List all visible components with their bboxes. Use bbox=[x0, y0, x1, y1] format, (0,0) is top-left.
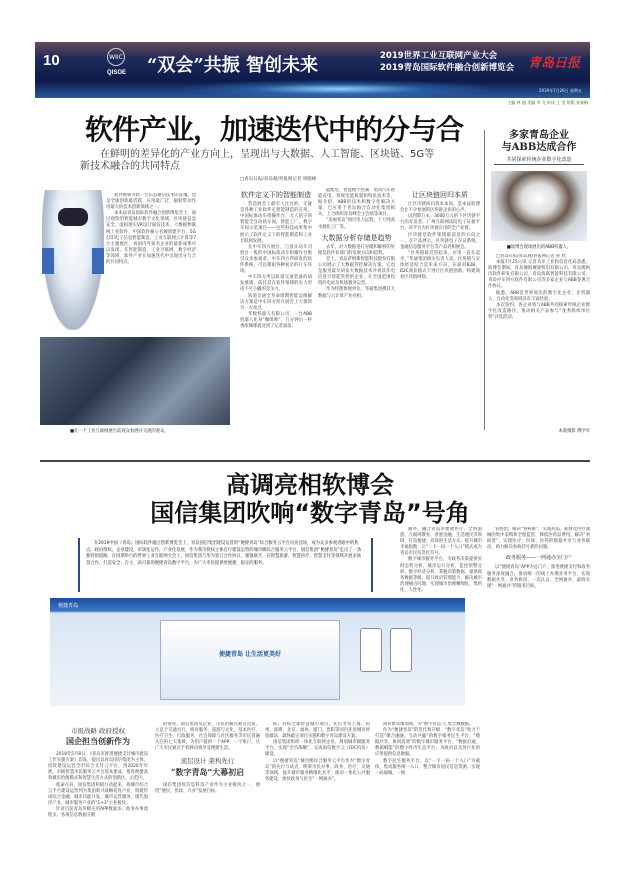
banner-events bbox=[380, 50, 514, 74]
article1-byline: □青岛日报/青岛观/青报网记者 周晓峰 bbox=[240, 177, 317, 182]
paragraph: 通办，融合青岛市便捷医疗、全域旅游、互联网教育、普惠金融、生活便民等领域，打造便捷、高效的生活方式，提升城市幸福指数，让“一卡一码一个入口”模式成为青岛市民信息化符号。 bbox=[400, 527, 482, 557]
app-slogan: 便捷青岛 让生活更美好 bbox=[218, 651, 282, 658]
subhead: 国企担当创新作为 bbox=[66, 736, 130, 747]
headline-line: 多家青岛企业 bbox=[509, 130, 569, 141]
subhead-kicker: 市级战略 政府授权 bbox=[70, 727, 126, 735]
paragraph: 中车四方所以轨道交通装备的研发重镇，依托其在软件领域的实力形成不可小觑的竞争力。 bbox=[240, 275, 312, 293]
qisoe-logo: QISOE bbox=[107, 70, 127, 76]
paragraph: 的情况，国信集团从企业、市民的痛点难点出发，立足于交通出行、商业服务、旅游与文化、基本医疗、医疗卫生、行政服务、社会保障与社区服务等市民普遍关注的七大领域，为用户提供一个APP，一个账户，让广大市民通过手机移动端享受便捷生活。 bbox=[155, 722, 260, 752]
editor-credits: 主编 林 超 美编 李 飞 审读 王 莹 排版 张春梅 bbox=[507, 100, 588, 105]
paragraph: 软件被称为新一代信息通信技术的灵魂，也是全球创新最活跃、应用最广泛、辐射带动作用最大的技术创新领域之一。 bbox=[106, 193, 196, 211]
article2-bottom-col1 bbox=[48, 722, 148, 862]
paragraph: 本本届青岛国际软件融合创新博览会上，通过观察的智能城市数字文化领域，区块链信息安全、虚拟现实VR设计通信技术、大数据物联网工业软件、中国软件核心名城创建平台、5G打印电子信息智能制造、工业互联网云计算等7大主题展区，看国内外知名企业的最新成果可以发现，在智能制造、工业互联网、数字经济等领域，软件产业在加速迭代中呈现出分与合的共同特点。 bbox=[106, 211, 196, 266]
banner-title: “双会”共振 智创未来 bbox=[147, 55, 318, 76]
robot-face bbox=[58, 208, 88, 226]
subhead-kicker: 顶层设计 架构先行 bbox=[180, 757, 235, 766]
app-screen bbox=[160, 620, 340, 700]
expo-photo bbox=[40, 337, 230, 425]
article2-right-col2 bbox=[487, 527, 590, 707]
paragraph: 商业繁荣地领域，为“数字青岛”汇集全数数据。 bbox=[383, 722, 474, 727]
paragraph: 在中车四方展台，与真实动车司机台一般的中国标准动车组操作台吸引众多参观者。中车四方所研发的软件系统，可以模拟各种复杂的行车环境。 bbox=[240, 244, 312, 275]
photo-caption: ■在一个工业互联网展台前观众看展并交流的观众。 bbox=[70, 429, 169, 434]
article1-deck: 在鲜明的差异化的产业方向上，呈现出与大数据、人工智能、区块链、5G等新技术融合的共同特点 bbox=[80, 149, 435, 172]
robot-photo bbox=[42, 190, 104, 330]
paragraph: 试到斯万永，3000万元的下区块链平台的开发者，广州互联网法院电子证据平台，该平台为区块链应用的全产业链。 bbox=[400, 214, 480, 232]
paragraph: 区块链是软件领域最前沿的方向之一。在产品展示，区块链电子存证系统、金融信息服务平台等产品亮相展会。 bbox=[400, 232, 480, 250]
wiic-logo: WIIC bbox=[107, 48, 125, 66]
section-rule bbox=[40, 460, 590, 462]
paragraph: 能配电、智能楼宇控制、电动汽车智能充电、常规电能质量和特电技术等，据介绍，ABB的技术和数字化解决方案，已应用于青岛海合自动化集团相关，上合组织青岛峰会主会场等项目。 bbox=[318, 188, 395, 218]
paragraph: 国信集团将信息科技产业作为主业板块之一，围绕“便民、优政、兴业”发展目标。 bbox=[155, 782, 260, 794]
paragraph: “区块链最近热起来，应用一直在起步。”华通集团相关负责人说，区块链与实体经济结合是未来方向，在面对B2B，B2C商业模式下进行区块链创新，构建商业区块链网络。 bbox=[400, 250, 480, 281]
article1-headline: 软件产业，加速迭代中的分与合 bbox=[85, 113, 464, 146]
page-number: 10 bbox=[43, 52, 60, 69]
paragraph: 作为“便捷青岛”的迭代和升级，“数字青岛”致力于打造“聚合融通、互动共赢”的数字服务民生平台，“数据共享，协同高效”的数字城市服务平台，“数据打通，数据赋能”的数字经济生态平台，为政府以及各行业的应用提供信息数据。 bbox=[375, 728, 480, 758]
paragraph: “美丽青岛”项目电力远程，十万吨高水源化工厂等。 bbox=[318, 218, 395, 230]
paragraph: 标，对标全球智慧城市项目，先后考察上海、杭州、深圳、北京、福州、厦门、贵阳等国内先进城市经验做法，最终敲定项目实施和数字青岛建设方案。 bbox=[265, 722, 370, 740]
article1-col3 bbox=[318, 188, 395, 433]
paragraph: 华数机器人有限公司，一台ABB机器人化身“咖啡师”，几分钟后一杯香浓咖啡就送到了记者面前。 bbox=[240, 311, 312, 329]
sidebar-headline bbox=[488, 130, 590, 154]
subhead: 政务服务——一网通办全门户 bbox=[505, 555, 571, 562]
newspaper-logo: 青岛日报 bbox=[527, 56, 580, 71]
paragraph: □青岛日报/青岛观/青报网记者 孙 欣 bbox=[496, 254, 566, 259]
masthead-banner bbox=[35, 42, 590, 98]
article2-headline-2: 国信集团吹响“数字青岛”号角 bbox=[150, 499, 470, 527]
paragraph: 轨道交通全寿命周期智能运维解决方案是中车四方所在展会上力推的另一大亮点。 bbox=[240, 293, 312, 311]
abb-robot-photo bbox=[491, 171, 587, 241]
issue-date: 2019年7月26日 星期五 bbox=[538, 88, 582, 93]
subhead: “数字青岛”大幕初启 bbox=[170, 766, 245, 777]
paragraph: 据悉，ABB是世界领先的数字化企业，在机器人、自动化等领域具有丰富经验。 bbox=[488, 290, 590, 302]
paragraph: 针对目前青岛市级应用APP数量多，政务办事流程多、各项信息数据分散 bbox=[48, 806, 148, 819]
article2-bottom-col3 bbox=[265, 722, 370, 862]
paragraph: 数字民生服务平台，以“一卡一码一个入口”为载体，集成服务统一入口，整合城市居民信息资源，实现一码通城，一网 bbox=[375, 758, 480, 776]
paragraph: 营造展会上最引人注目的，无疑是各种工业软件定智能制造的应用。中国标准动车组操作台，无人值守的智能全自动执车间，智能工厂，数字车间示范项目——这些科技成果集中展示了软件定义下的智能制造和工业互联网发展。 bbox=[240, 202, 312, 244]
article1-col1 bbox=[106, 193, 196, 333]
event-2: 2019青岛国际软件融合创新博览会 bbox=[380, 63, 515, 73]
photo-caption: ■软博会现场展出的ABB机器人。 bbox=[506, 245, 572, 250]
phone-mockup bbox=[360, 628, 382, 672]
article2-bottom-col4 bbox=[375, 722, 480, 862]
paragraph: 数字城市服务平台，为政务决策提供实时态势分析、城市运行分析、监控预警分析、数字经济分析、掌握决策数据，提供政务数据等级，提升政府管理能力，解决城市治理痛点问题，实现城市治理精细化、集约化、人性化。 bbox=[400, 557, 482, 593]
article1-col4 bbox=[400, 188, 480, 433]
subhead: 让区块链回归本质 bbox=[412, 191, 468, 199]
article2-intro: 在2019中国（青岛）国际软件融合创新博览会上，青岛国信集团建设运营的“便捷青岛”综合服务云平台闪亮登场，成为众多参观者眼中的焦点。政府授权，企业建设，市场化运作，产业化发展，作为我市授权主体自行建设运营的城市级综合服务云平台，国信集团“便捷青岛”走出了一条独特的道路。在同期举行的世界工业互联网大会上，国信集团与华为签订合作协议，强强联手，在智慧旅游、智慧医疗、智慧支付等领域开展多场景合作，打造安全、自主、高可靠的便捷青岛数字平台，为广大市民提供更便捷、稳定的服务。 bbox=[78, 538, 373, 592]
sidebar-subtitle: 共同探索传统企业数字化改造 bbox=[494, 156, 584, 165]
paragraph: 2018年5月8日，《青岛市推进便捷支付城市建设工作实施方案》印发，提出以青岛国信集团为主体，投资建设运营全市综合支付云平台，到2020年年底，市级智慧市民服务云平台基本建成，推进便捷高效城市治理模式和智慧生活方式的创新区、示范区。 bbox=[48, 752, 148, 782]
paragraph: 国信集团组织一体化互联网企业，规划城市级服务平台，实现“全市战略”，完成国信数字云（IDC机房）建设。 bbox=[265, 740, 370, 758]
paragraph: 作为特邀参展单位，华通集团携其大数据与云计算产业亮相。 bbox=[318, 287, 395, 299]
paragraph: 以“便捷青岛”APP为总门户，推进便捷支付和政务服务深度融合，推动统一的线上办理业务平台，实现数据共享、业务协同、一次认证、全网通办，最终实现“一网通办”的服务目标。 bbox=[487, 565, 590, 589]
paragraph: 以“便捷青岛”城市级综合服务云平台作为“数字青岛”的先行与试点，统筹市民办事、政务、医疗、交通等领域，提升城市服务精细化水平，推动一体化公共服务建设，加快政务与民生“一网通办”。 bbox=[265, 758, 370, 782]
subhead: 大数据分析存储是趋势 bbox=[321, 233, 392, 242]
paragraph: 会上，青岛萨纳斯智能科技股份有限公司展示了大数据管控解决方案。它也是服务最早研发大数据技术并将其作电信进行智能管控的企业，在全国范围投资的电站及机场服务运营。 bbox=[318, 256, 395, 287]
article2-headline-1: 高调亮相软博会 bbox=[226, 471, 394, 499]
paragraph: 去年，对大数据进行存储和解析的处理是软件业部门的发展方向和趋势。 bbox=[318, 244, 395, 256]
article2-bottom-col2 bbox=[155, 722, 260, 862]
sidebar-article bbox=[488, 130, 590, 434]
subhead: 软件定义下的智能制造 bbox=[241, 191, 311, 199]
paragraph: 本次签约，各企业将与ABB共同探索传统企业数字化改造路径，推动相关产品参与“优秀组织单位奖”评选活动。 bbox=[488, 302, 590, 320]
paragraph: 本报7月25日讯 记者从市工业和信息化局获悉，软博会期间，青岛城阳城建机电有限公司、青岛澳柯玛软件研发有限公司、青岛海联智能科技有限公司、青岛中车四方软件有限公司等多家企业与ABB签署合作协议。 bbox=[488, 260, 590, 290]
banner-glow bbox=[185, 80, 490, 98]
paragraph: 管协治，解决“看病难”，实现药品、耗材及医疗器械的集中采购和全程监管，降低医药品费用，解决“看病贵”，实现医疗、医保、医药的数据共享与业务联动，助力解决看病挂号难的问题。 bbox=[487, 527, 590, 551]
event-1: 2019世界工业互联网产业大会 bbox=[380, 51, 498, 61]
sidebar-body bbox=[488, 254, 590, 424]
robot-arm bbox=[42, 248, 54, 274]
robot-arm bbox=[92, 248, 104, 274]
paragraph: 使命在肩，国信集团积极行动起来，将城市综合云平台建设运营列为集团新兴战略培育产业，构建形成综合金融、城市功能开发、城市运营服务、现代海洋产业、城市服务产业的“1+3”主业板块。 bbox=[48, 782, 148, 806]
photo-credit: 本版摄影 傅学军 bbox=[558, 429, 590, 434]
article1-col2 bbox=[240, 188, 312, 433]
paragraph: 让区块链回归技术本质，是本届软博会让不少参展的区块链企业的心声。 bbox=[400, 202, 480, 214]
article2-right-col1 bbox=[400, 527, 482, 707]
column-divider bbox=[484, 130, 485, 430]
app-name: 便捷青岛 bbox=[58, 603, 79, 609]
headline-line: 与ABB达成合作 bbox=[501, 142, 577, 153]
